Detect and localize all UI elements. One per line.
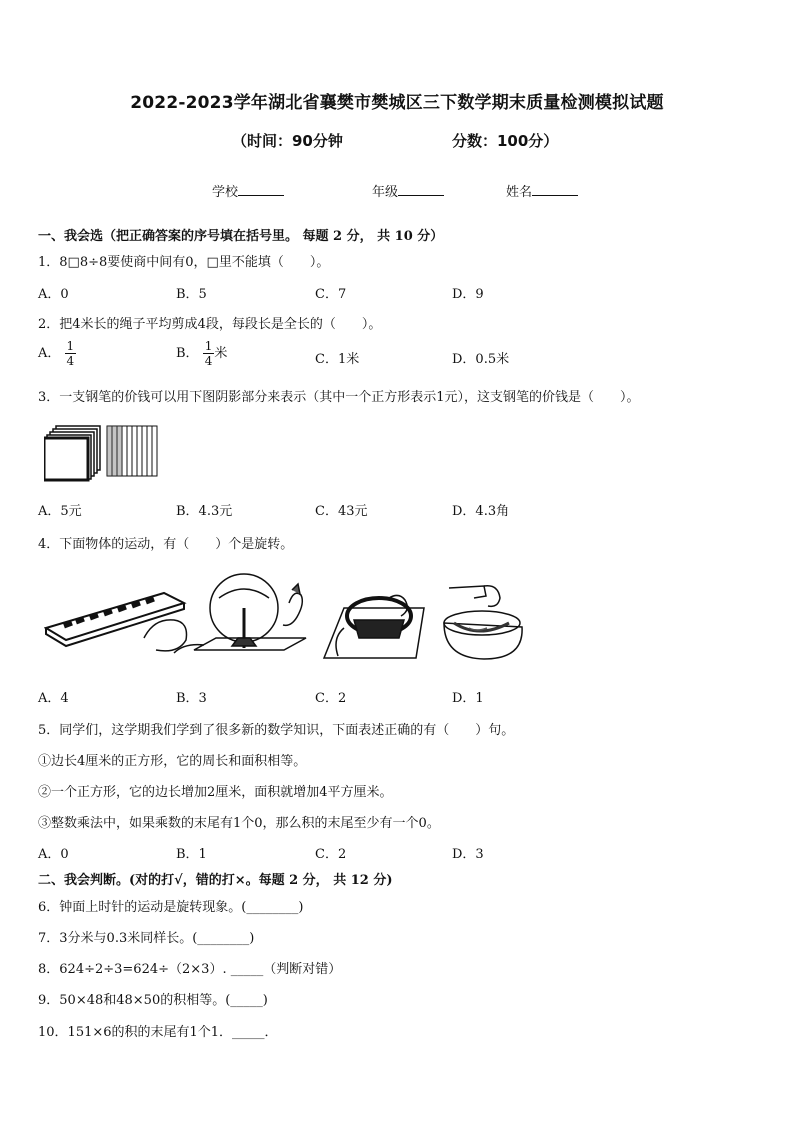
question-9[interactable]: 9．50×48和48×50的积相等。(_____): [38, 993, 268, 1008]
q3-option-a[interactable]: A．5元: [38, 504, 82, 519]
school-blank[interactable]: [238, 183, 284, 196]
q2-b-prefix: B．: [176, 346, 199, 361]
section2-heading: 二、我会判断。(对的打√，错的打×。每题 2 分， 共 12 分): [38, 873, 393, 888]
q4-option-c[interactable]: C．2: [315, 691, 347, 706]
page-title: 2022-2023学年湖北省襄樊市樊城区三下数学期末质量检测模拟试题: [130, 93, 664, 113]
question-7[interactable]: 7．3分米与0.3米同样长。(________): [38, 931, 255, 946]
fraction-one-quarter: $\frac{1}{4}$: [204, 339, 213, 368]
question-1: 1．8□8÷8要使商中间有0，□里不能填（ ）。: [38, 255, 330, 270]
price-squares-figure: [44, 424, 162, 482]
grade-blank[interactable]: [398, 183, 444, 196]
name-blank[interactable]: [532, 183, 578, 196]
section1-heading: 一、我会选（把正确答案的序号填在括号里。 每题 2 分， 共 10 分）: [38, 229, 444, 244]
question-10[interactable]: 10．151×6的积的末尾有1个1．_____．: [38, 1025, 278, 1040]
name-label: 姓名: [506, 185, 533, 200]
q5-statement-1: ①边长4厘米的正方形，它的周长和面积相等。: [38, 754, 307, 769]
q2-option-d[interactable]: D．0.5米: [452, 352, 510, 367]
q4-option-b[interactable]: B．3: [176, 691, 207, 706]
q3-option-b[interactable]: B．4.3元: [176, 504, 233, 519]
q2-b-unit: 米: [214, 346, 228, 361]
question-3: 3．一支钢笔的价钱可以用下图阴影部分来表示（其中一个正方形表示1元），这支钢笔的价钱是（ ）。: [38, 390, 640, 405]
q5-option-b[interactable]: B．1: [176, 847, 207, 862]
q5-option-c[interactable]: C．2: [315, 847, 347, 862]
time-limit: （时间：90分钟: [232, 132, 343, 150]
steering-wheel-picture: [324, 595, 424, 658]
q2-option-a[interactable]: [38, 339, 76, 368]
q3-option-d[interactable]: D．4.3角: [452, 504, 510, 519]
total-score: 分数：100分）: [452, 132, 559, 150]
grade-label: 年级: [372, 185, 399, 200]
q5-statement-3: ③整数乘法中，如果乘数的末尾有1个0，那么积的末尾至少有一个0。: [38, 816, 440, 831]
abacus-picture: [46, 593, 204, 653]
q1-option-d[interactable]: D．9: [452, 287, 484, 302]
grade-field[interactable]: [372, 181, 444, 200]
school-field[interactable]: [212, 181, 284, 200]
q4-option-a[interactable]: A．4: [38, 691, 69, 706]
question-5: 5．同学们，这学期我们学到了很多新的数学知识，下面表述正确的有（ ）句。: [38, 723, 515, 738]
globe-picture: [194, 574, 306, 650]
question-2: 2．把4米长的绳子平均剪成4段，每段长是全长的（ ）。: [38, 317, 382, 332]
question-4: 4．下面物体的运动，有（ ）个是旋转。: [38, 537, 294, 552]
motion-pictures-figure: [44, 568, 524, 668]
question-6[interactable]: 6．钟面上时针的运动是旋转现象。(________): [38, 900, 304, 915]
q1-option-c[interactable]: C．7: [315, 287, 347, 302]
q2-option-c[interactable]: C．1米: [315, 352, 360, 367]
question-8[interactable]: 8．624÷2÷3=624÷（2×3）. _____（判断对错）: [38, 962, 342, 977]
q5-option-d[interactable]: D．3: [452, 847, 484, 862]
q5-statement-2: ②一个正方形，它的边长增加2厘米，面积就增加4平方厘米。: [38, 785, 393, 800]
fraction-one-quarter: $\frac{1}{4}$: [66, 339, 75, 368]
q5-option-a[interactable]: A．0: [38, 847, 69, 862]
name-field[interactable]: [506, 181, 578, 200]
school-label: 学校: [212, 185, 239, 200]
q1-option-a[interactable]: A．0: [38, 287, 69, 302]
sink-picture: [444, 586, 522, 659]
q2-option-b[interactable]: [176, 339, 227, 368]
q1-option-b[interactable]: B．5: [176, 287, 207, 302]
q3-option-c[interactable]: C．43元: [315, 504, 368, 519]
q2-a-prefix: A．: [38, 346, 61, 361]
q4-option-d[interactable]: D．1: [452, 691, 484, 706]
